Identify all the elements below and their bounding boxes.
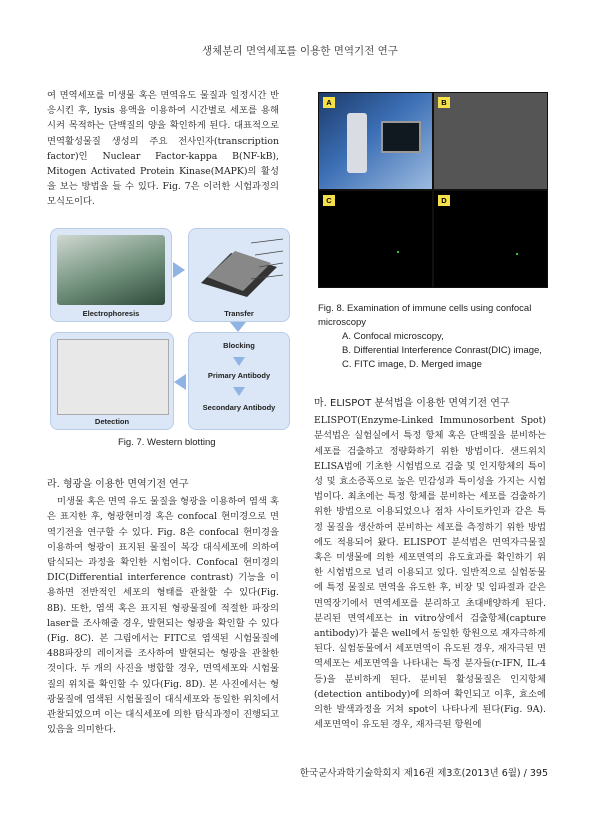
- antibody-steps-panel: [188, 332, 290, 430]
- panel-b: [434, 93, 547, 189]
- arrow-right: [173, 262, 185, 278]
- arrow-down: [230, 322, 246, 332]
- panel-d: [434, 191, 547, 287]
- panel-c-tag: C: [323, 195, 335, 206]
- panel-a-tag: A: [323, 97, 335, 108]
- transfer-diagram: [191, 233, 287, 305]
- electrophoresis-photo: [57, 235, 165, 305]
- secondary-antibody-label: Secondary Antibody: [202, 403, 276, 412]
- primary-antibody-label: Primary Antibody: [207, 371, 271, 380]
- figure-8-caption-item-a: A. Confocal microscopy,: [342, 331, 444, 342]
- section-ma-body: ELISPOT(Enzyme-Linked Immunosorbent Spot) 분석법은 실험실에서 특정 항체 혹은 단백질을 분비하는 세포를 검출하고 정량화하기 위한 방법이다. 샌드위치 ELISA법에 기초한 시험법으로 검출 및 인지항체의 특이성 및 효소증폭으로 높은 민감성과 특이성을 가지는 시험법이다. 최초에는 특정 항체를 분비하는 세포를 검출하기 위한 방법으로 이용되었으나 점차 사이토카인과 같은 특정 물질을 생산하여 분비하는 세포를 측정하기 위한 방법에도 적용되어 왔다. ELISPOT 분석법은 면역자극물질 혹은 미생물에 의한 세포면역의 유도효과를 확인하기 위한 시험법으로 널리 이용되고 있다. 일반적으로 실험동물에 특정 물질로 면역을 유도한 후, 비장 및 임파절과 같은 면역장기에서 면역세포를 분리하고 초대배양하게 된다. 분리된 면역세포는 in vitro상에서 검출항체(capture antibody)가 붙은 well에서 동일한 항원으로 재자극하게 된다. 실험동물에서 세포면역이 유도된 경우, 재자극된 면역세포는 세포면역을 나타내는 특정 분자들(r-IFN, IL-4 등)을 분비하게 된다. 분비된 활성물질은 인지항체(detection antibody)에 의하여 확인되고 이후, 효소에 의한 발색과정을 거쳐 spot이 나타나게 된다(Fig. 9A). 세포면역이 유도된 경우, 재자극된 항원에: [314, 415, 546, 731]
- figure-8-confocal: [318, 92, 548, 288]
- figure-7-western-blotting: [50, 228, 290, 428]
- panel-c: [319, 191, 432, 287]
- figure-8-caption: [318, 302, 558, 372]
- microscope-monitor: [381, 121, 421, 153]
- detection-membrane: [57, 339, 169, 415]
- electrophoresis-panel: [50, 228, 172, 322]
- detection-panel: [50, 332, 174, 430]
- arrow-down-1: [233, 357, 245, 366]
- section-ra-body: 미생물 혹은 면역 유도 물질을 형광을 이용하여 염색 혹은 표지한 후, 형광현미경 혹은 confocal 현미경으로 면역기전을 연구할 수 있다. Fig. 8은 confocal 현미경을 이용하여 형광이 표지된 물질이 복강 대식세포에 의하여 탐식되는 과정을 확인한 시험이다. Confocal 현미경의 DIC(Differential interference contrast) 기능을 이용하면 전반적인 세포의 형태를 관찰할 수 있다(Fig. 8B). 또한, 염색 혹은 표지된 형광물질에 적절한 파장의 laser를 조사해줄 경우, 발현되는 형광을 확인할 수 있다(Fig. 8C). 본 그림에서는 FITC로 염색된 시험물질에 488파장의 레이저를 조사하여 발현되는 형광을 관찰한 것이다. 두 개의 사진을 병합할 경우, 면역세포와 시험물질의 위치를 확인할 수 있다(Fig. 8D). 본 사진에서는 형광물질에 염색된 시험물질이 대식세포와 동일한 위치에서 관찰되었으며 이는 대식세포에 의한 탐식과정이 진행되고 있음을 의미한다.: [47, 496, 279, 736]
- merged-dot: [516, 253, 518, 255]
- section-ra-title: 라. 형광을 이용한 면역기전 연구: [47, 479, 189, 490]
- transfer-panel: [188, 228, 290, 322]
- intro-text: 여 면역세포를 미생물 혹은 면역유도 물질과 일정시간 반응시킨 후, lysis 용액을 이용하여 시간별로 세포를 용해시켜 목적하는 단백질의 양을 확인하게 된다. 대표적으로 면역활성물질 생성의 주요 전사인자(transcription factor)인 Nuclear Factor-kappa B(NF-kB), Mitogen Activated Protein Kinase(MAPK)의 활성을 보는 방법을 들 수 있다. Fig. 7은 이러한 시험과정의 모식도이다.: [47, 90, 279, 208]
- figure-8-caption-item-b: B. Differential Interference Conrast(DIC) image,: [342, 345, 542, 356]
- section-ma: [314, 396, 546, 732]
- intro-paragraph: [47, 88, 279, 210]
- page-footer: 한국군사과학기술학회지 제16권 제3호(2013년 6월) / 395: [299, 768, 548, 779]
- arrow-left: [174, 374, 186, 390]
- fitc-dot: [397, 251, 399, 253]
- figure-8-caption-item-c: C. FITC image, D. Merged image: [342, 359, 482, 370]
- detection-label: Detection: [94, 417, 130, 426]
- panel-b-tag: B: [438, 97, 450, 108]
- panel-d-tag: D: [438, 195, 450, 206]
- microscope-body: [347, 113, 367, 173]
- blocking-label: Blocking: [223, 341, 255, 350]
- figure-8-caption-title: Fig. 8. Examination of immune cells using confocal microscopy: [318, 303, 532, 328]
- page-header: 생체분리 면역세포를 이용한 면역기전 연구: [202, 45, 398, 57]
- section-ra: [47, 477, 279, 737]
- section-ma-title: 마. ELISPOT 분석법을 이용한 면역기전 연구: [314, 398, 510, 409]
- arrow-down-2: [233, 387, 245, 396]
- panel-a: [319, 93, 432, 189]
- transfer-label: Transfer: [224, 309, 254, 318]
- figure-7-caption: Fig. 7. Western blotting: [118, 437, 216, 448]
- electrophoresis-label: Electrophoresis: [82, 309, 140, 318]
